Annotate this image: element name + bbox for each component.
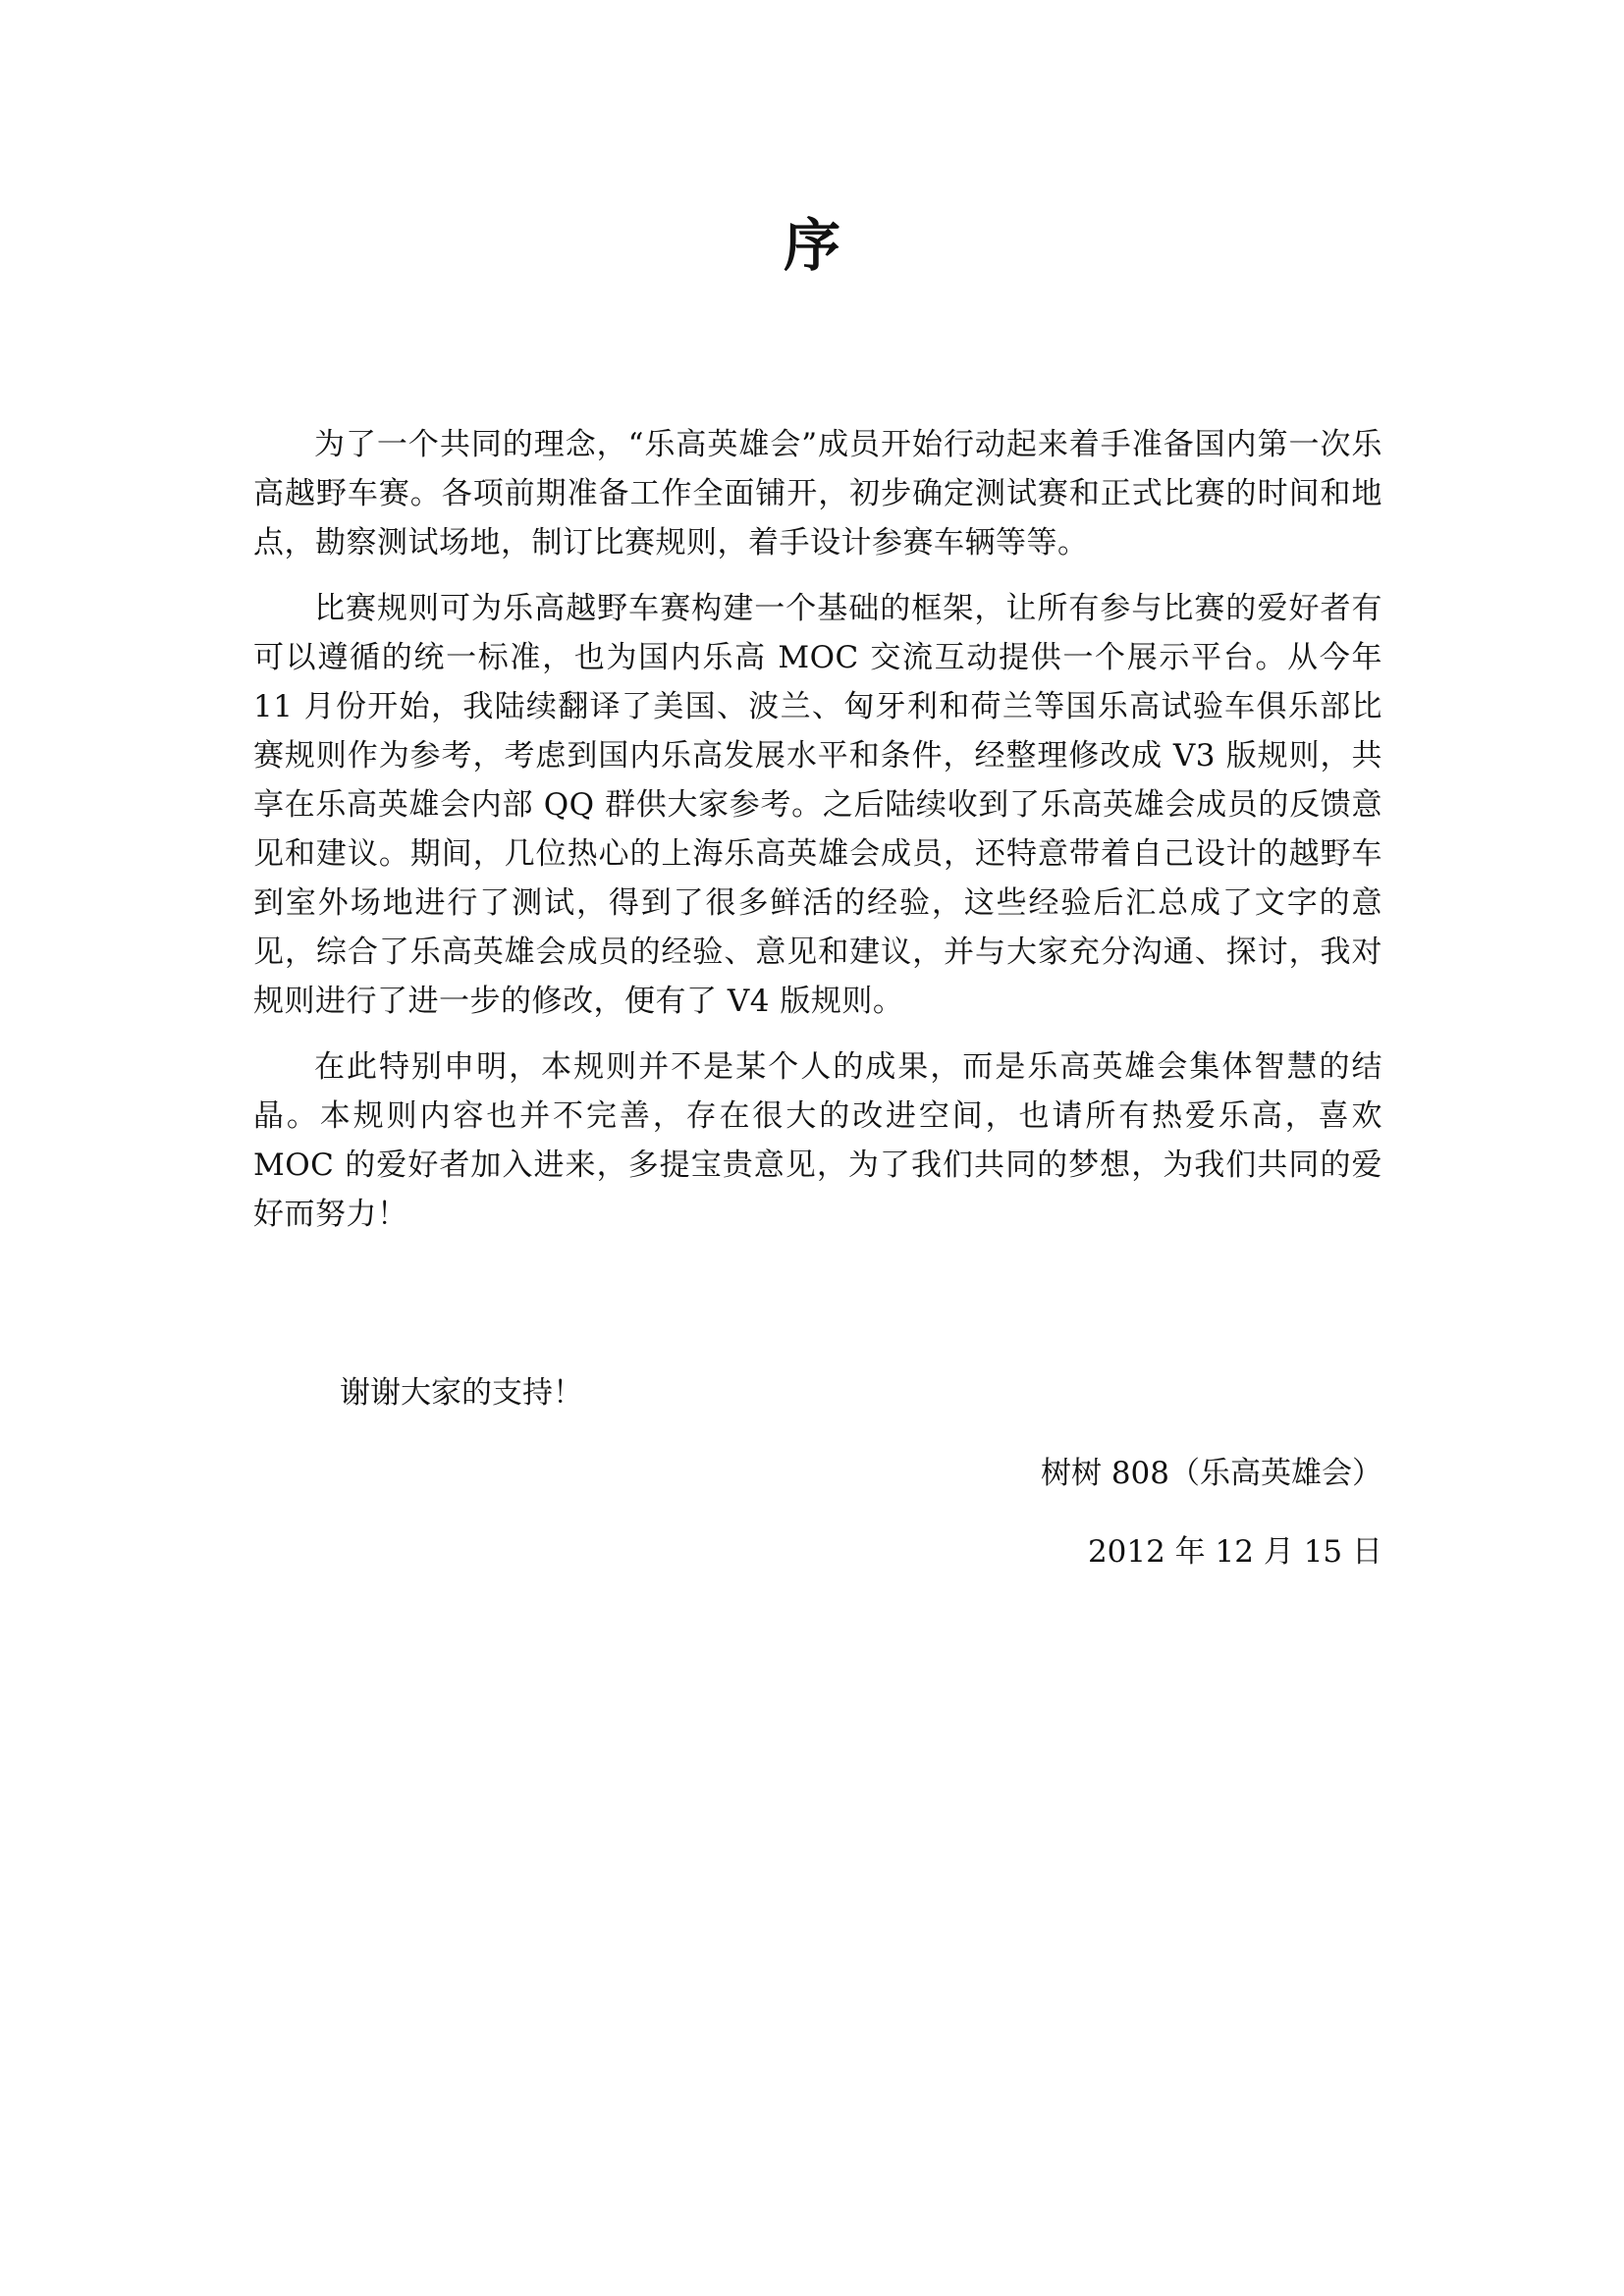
paragraph-statement: 在此特别申明，本规则并不是某个人的成果，而是乐高英雄会集体智慧的结晶。本规则内容也并不完善，存在很大的改进空间，也请所有热爱乐高，喜欢 MOC 的爱好者加入进来，多提宝贵意见，为了我们共同的梦想，为我们共同的爱好而努力！ (253, 1049, 1382, 1232)
closing-thanks: 谢谢大家的支持！ (340, 1375, 583, 1411)
page-title: 序 (783, 212, 840, 279)
paragraph-rules: 比赛规则可为乐高越野车赛构建一个基础的框架，让所有参与比赛的爱好者有可以遵循的统一标准，也为国内乐高 MOC 交流互动提供一个展示平台。从今年 11 月份开始，我陆续翻译了美国、波兰、匈牙利和荷兰等国乐高试验车俱乐部比赛规则作为参考，考虑到国内乐高发展水平和条件，经整理修改成 V3 版规则，共享在乐高英雄会内部 QQ 群供大家参考。之后陆续收到了乐高英雄会成员的反馈意见和建议。期间，几位热心的上海乐高英雄会成员，还特意带着自己设计的越野车到室外场地进行了测试，得到了很多鲜活的经验，这些经验后汇总成了文字的意见，综合了乐高英雄会成员的经验、意见和建议，并与大家充分沟通、探讨，我对规则进行了进一步的修改，便有了 V4 版规则。 (253, 591, 1382, 1019)
paragraph-intro: 为了一个共同的理念，“乐高英雄会”成员开始行动起来着手准备国内第一次乐高越野车赛。各项前期准备工作全面铺开，初步确定测试赛和正式比赛的时间和地点，勘察测试场地，制订比赛规则，着手设计参赛车辆等等。 (253, 427, 1382, 561)
body-text (253, 420, 1382, 1255)
signature: 树树 808（乐高英雄会） (1040, 1456, 1382, 1491)
date: 2012 年 12 月 15 日 (1087, 1534, 1382, 1570)
